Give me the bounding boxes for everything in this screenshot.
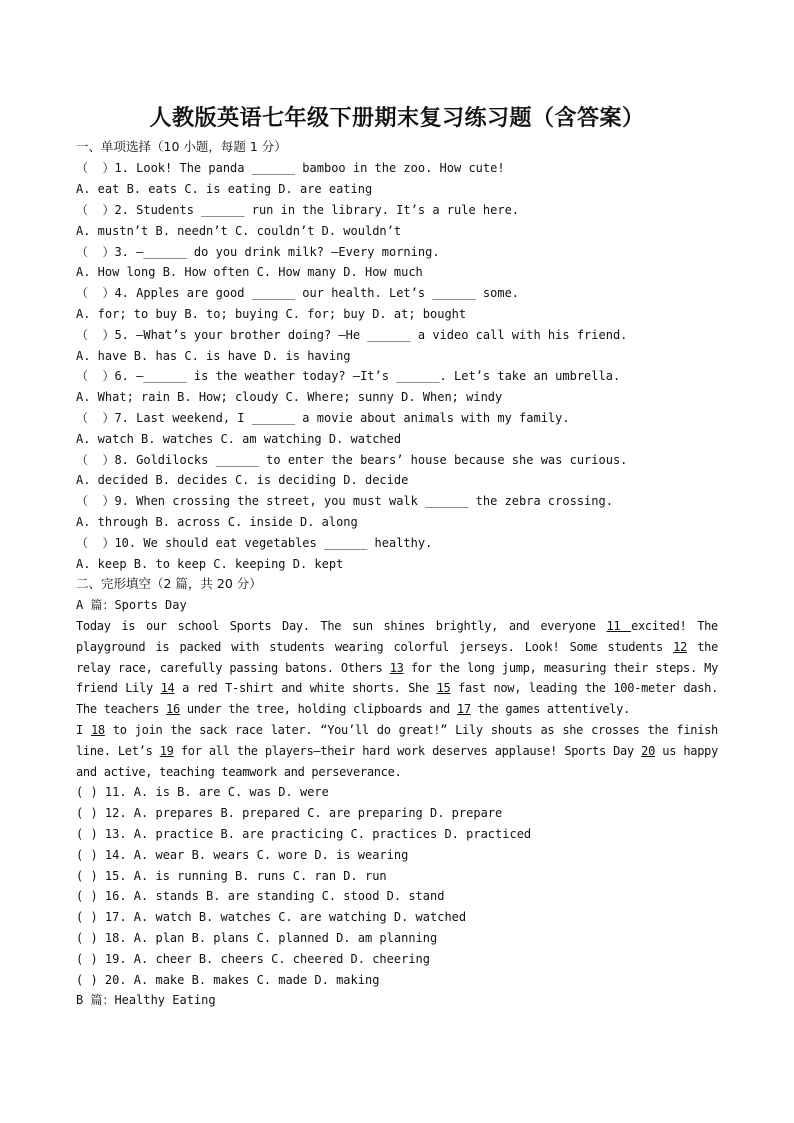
options-line: A. What; rain B. How; cloudy C. Where; sunny D. When; windy bbox=[76, 390, 503, 404]
question-line: （ ）8. Goldilocks ______ to enter the bears’ house because she was curious. bbox=[76, 453, 628, 467]
blank-12: 12 bbox=[673, 639, 687, 654]
question-line: （ ）2. Students ______ run in the library. It’s a rule here. bbox=[76, 203, 520, 217]
blank-14: 14 bbox=[160, 681, 175, 696]
cloze-option-line: ( ) 12. A. prepares B. prepared C. are preparing D. prepare bbox=[76, 806, 503, 820]
cloze-option-line: ( ) 14. A. wear B. wears C. wore D. is wearing bbox=[76, 848, 409, 862]
blank-16: 16 bbox=[166, 702, 180, 717]
blank-18: 18 bbox=[90, 723, 105, 737]
passage-b-title: B 篇：Healthy Eating bbox=[76, 993, 216, 1007]
blank-19: 19 bbox=[159, 743, 174, 758]
cloze-option-line: ( ) 20. A. make B. makes C. made D. making bbox=[76, 973, 380, 987]
section1-heading: 一、单项选择（10 小题，每题 1 分） bbox=[76, 139, 287, 154]
question-line: （ ）10. We should eat vegetables ______ healthy. bbox=[76, 536, 433, 550]
question-line: （ ）5. —What’s your brother doing? —He ______ a video call with his friend. bbox=[76, 328, 628, 342]
question-line: （ ）6. —______ is the weather today? —It’s ______. Let’s take an umbrella. bbox=[76, 369, 621, 383]
options-line: A. for; to buy B. to; buying C. for; buy D. at; bought bbox=[76, 307, 467, 321]
cloze-option-line: ( ) 13. A. practice B. are practicing C. practices D. practiced bbox=[76, 827, 532, 841]
blank-17: 17 bbox=[456, 702, 471, 717]
section2-heading: 二、完形填空（2 篇，共 20 分） bbox=[76, 576, 262, 591]
blank-11: 11 bbox=[606, 619, 632, 633]
options-line: A. through B. across C. inside D. along bbox=[76, 515, 358, 529]
passage-a-title: A 篇：Sports Day bbox=[76, 598, 187, 612]
passage-a-paragraph-1: Today is our school Sports Day. The sun shines brightly, and everyone 11 excited! The playground is packed with students wearing colorful jerseys. Look! Some students 12 the relay race, carefully passing batons. Others 13 for the long jump, measuring their steps. My friend Lily 14 a red T-shirt and white shorts. She 15 fast now, leading the 100-meter dash. The teachers 16 under the tree, holding clipboards and 17 the games attentively. bbox=[76, 619, 718, 717]
options-line: A. keep B. to keep C. keeping D. kept bbox=[76, 557, 344, 571]
blank-20: 20 bbox=[641, 743, 656, 758]
question-line: （ ）3. —______ do you drink milk? —Every morning. bbox=[76, 245, 440, 259]
passage-a-paragraph-2: I 18 to join the sack race later. “You’ll do great!” Lily shouts as she crosses the finish line. Let’s 19 for all the players—their hard work deserves applause! Sports Day 20 us happy and active, teaching teamwork and perseverance. bbox=[76, 723, 718, 779]
options-line: A. eat B. eats C. is eating D. are eating bbox=[76, 182, 373, 196]
options-line: A. mustn’t B. needn’t C. couldn’t D. wouldn’t bbox=[76, 224, 402, 238]
cloze-option-line: ( ) 17. A. watch B. watches C. are watching D. watched bbox=[76, 910, 467, 924]
question-line: （ ）4. Apples are good ______ our health. Let’s ______ some. bbox=[76, 286, 520, 300]
cloze-option-line: ( ) 18. A. plan B. plans C. planned D. am planning bbox=[76, 931, 438, 945]
question-line: （ ）7. Last weekend, I ______ a movie about animals with my family. bbox=[76, 411, 570, 425]
document-title: 人教版英语七年级下册期末复习练习题（含答案） bbox=[149, 105, 645, 131]
question-line: （ ）9. When crossing the street, you must walk ______ the zebra crossing. bbox=[76, 494, 613, 508]
options-line: A. have B. has C. is have D. is having bbox=[76, 349, 351, 363]
blank-15: 15 bbox=[436, 681, 451, 696]
options-line: A. watch B. watches C. am watching D. watched bbox=[76, 432, 402, 446]
question-line: （ ）1. Look! The panda ______ bamboo in the zoo. How cute! bbox=[76, 161, 505, 175]
cloze-option-line: ( ) 11. A. is B. are C. was D. were bbox=[76, 785, 329, 799]
options-line: A. decided B. decides C. is deciding D. decide bbox=[76, 473, 409, 487]
cloze-option-line: ( ) 19. A. cheer B. cheers C. cheered D. cheering bbox=[76, 952, 431, 966]
blank-13: 13 bbox=[389, 660, 404, 675]
cloze-option-line: ( ) 15. A. is running B. runs C. ran D. run bbox=[76, 869, 387, 883]
cloze-option-line: ( ) 16. A. stands B. are standing C. stood D. stand bbox=[76, 889, 445, 903]
options-line: A. How long B. How often C. How many D. How much bbox=[76, 265, 423, 279]
